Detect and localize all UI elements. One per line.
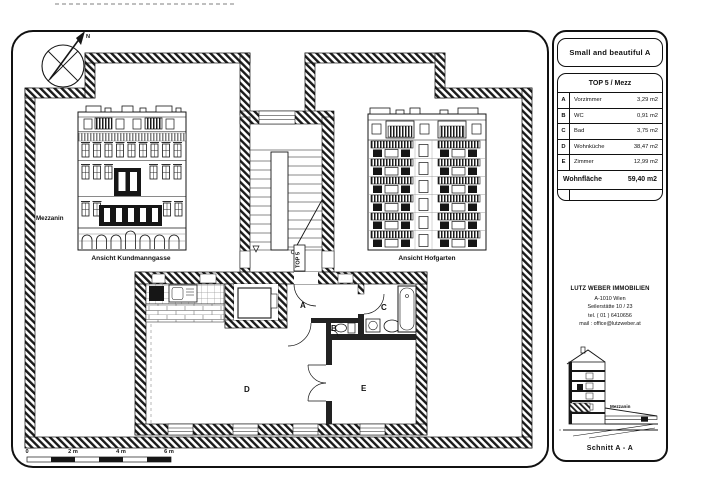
- room-name: Vorzimmer: [574, 97, 602, 104]
- table-row: [558, 123, 662, 139]
- scale-tick-6m: 6 m: [164, 449, 174, 455]
- company-name: LUTZ WEBER IMMOBILIEN: [570, 286, 650, 292]
- room-label-d: D: [244, 385, 250, 394]
- scale-tick-2m: 2 m: [68, 449, 78, 455]
- room-key: E: [558, 155, 570, 170]
- room-area: 0,91 m2: [637, 112, 658, 119]
- room-key: C: [558, 124, 570, 139]
- north-label: N: [86, 34, 91, 40]
- room-label-b: B: [331, 324, 337, 333]
- table-row: [558, 92, 662, 108]
- email-line: mail : office@lutzweber.at: [579, 321, 641, 328]
- section-figure: [555, 346, 665, 444]
- room-area: 38,47 m2: [633, 143, 658, 150]
- elevation-caption-left: Ansicht Kundmanngasse: [91, 255, 171, 262]
- phone-line: tel. ( 01 ) 6410656: [588, 312, 632, 319]
- table-row: [558, 154, 662, 170]
- room-name: Bad: [574, 128, 585, 135]
- room-key: D: [558, 140, 570, 155]
- room-name: WC: [574, 112, 584, 119]
- total-value: 59,40 m2: [627, 176, 657, 183]
- address-line-1: A-1010 Wien: [594, 296, 626, 302]
- address-line-2: Seilerstätte 10 / 23: [587, 304, 633, 311]
- room-label-a: A: [300, 301, 306, 310]
- section-caption: Schnitt A - A: [586, 445, 634, 452]
- room-area: 3,75 m2: [637, 128, 658, 135]
- table-row: [558, 108, 662, 124]
- table-row: [558, 139, 662, 155]
- sheet-frame: [11, 30, 549, 468]
- project-title-box: [557, 38, 663, 67]
- total-label: Wohnfläche: [563, 176, 602, 183]
- contact-block: [554, 286, 666, 329]
- room-area: 3,29 m2: [637, 97, 658, 104]
- elevation-caption-right: Ansicht Hofgarten: [398, 255, 456, 262]
- room-area: 12,99 m2: [633, 159, 658, 166]
- room-label-e: E: [361, 384, 367, 393]
- room-name: Zimmer: [574, 159, 594, 166]
- room-key: B: [558, 109, 570, 124]
- table-footer-row: [558, 189, 662, 200]
- room-name: Wohnküche: [574, 143, 605, 150]
- room-key: A: [558, 93, 570, 108]
- apartment-door-label: TOP 5: [295, 252, 302, 268]
- total-row: [558, 170, 662, 189]
- scale-tick-4m: 4 m: [116, 449, 126, 455]
- area-table-header: TOP 5 / Mezz: [588, 80, 632, 87]
- section-floor-label: Mezzanin: [610, 404, 631, 409]
- project-title: Small and beautiful A: [569, 48, 651, 57]
- room-label-c: C: [381, 303, 387, 312]
- scale-tick-0: 0: [25, 449, 29, 455]
- mezzanin-label: Mezzanin: [36, 215, 64, 222]
- area-table: [557, 73, 663, 201]
- info-panel: [552, 30, 668, 462]
